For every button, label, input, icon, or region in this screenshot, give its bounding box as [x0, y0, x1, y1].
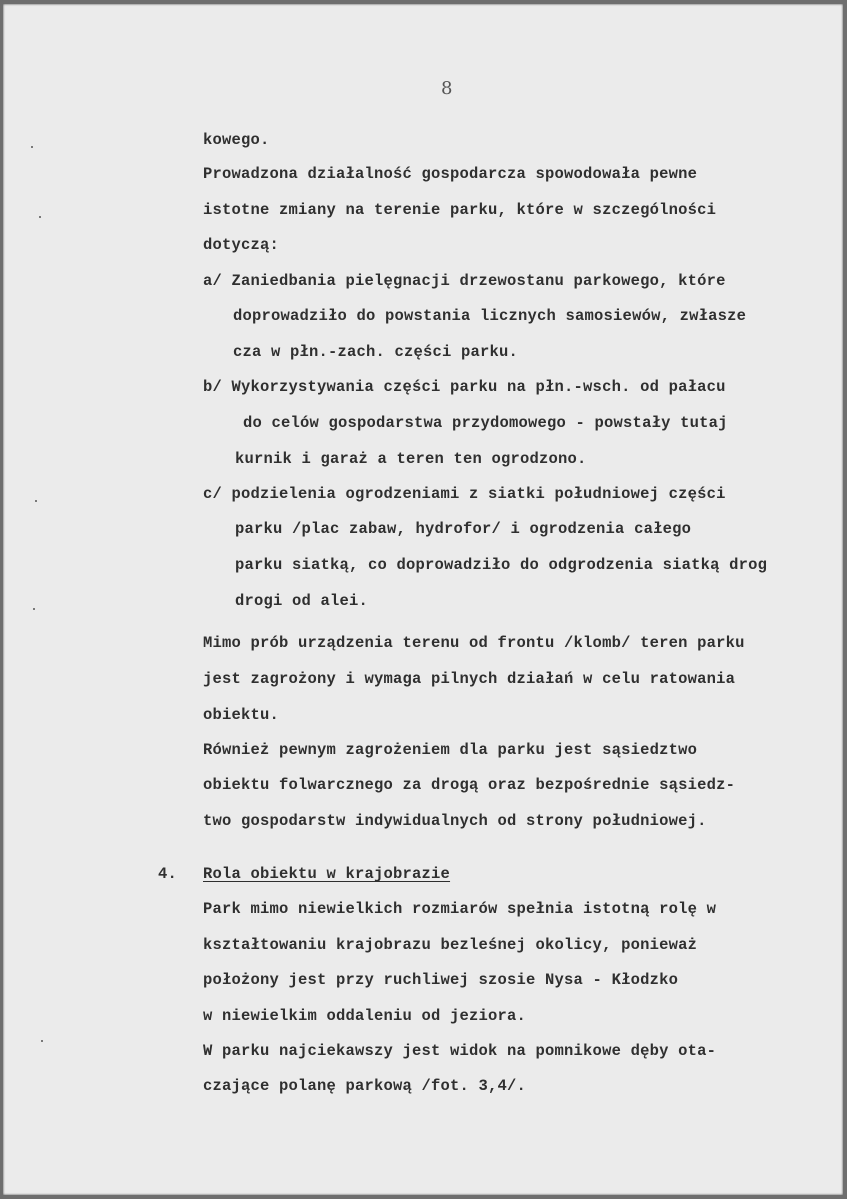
text-line: istotne zmiany na terenie parku, które w szczególności [203, 201, 717, 219]
text-line: Park mimo niewielkich rozmiarów spełnia istotną rolę w [203, 900, 717, 918]
scan-speck [39, 216, 41, 218]
text-line: drogi od alei. [235, 592, 369, 610]
text-line: Mimo prób urządzenia terenu od frontu /klomb/ teren parku [203, 634, 745, 652]
section-number: 4. [158, 865, 178, 883]
document-page [3, 4, 843, 1195]
list-item-c: c/ podzielenia ogrodzeniami z siatki południowej części [203, 485, 726, 503]
list-item-a: a/ Zaniedbania pielęgnacji drzewostanu parkowego, które [203, 272, 726, 290]
text-line: cza w płn.-zach. części parku. [233, 343, 519, 361]
text-line: Również pewnym zagrożeniem dla parku jest sąsiedztwo [203, 741, 698, 759]
text-line: obiektu folwarcznego za drogą oraz bezpośrednie sąsiedz- [203, 776, 736, 794]
text-line: obiektu. [203, 706, 280, 724]
text-line: jest zagrożony i wymaga pilnych działań w celu ratowania [203, 670, 736, 688]
scan-speck [35, 500, 37, 502]
text-line: Prowadzona działalność gospodarcza spowodowała pewne [203, 165, 698, 183]
text-line: kowego. [203, 131, 270, 149]
scan-speck [41, 1040, 43, 1042]
list-item-b: b/ Wykorzystywania części parku na płn.-wsch. od pałacu [203, 378, 726, 396]
text-line: w niewielkim oddaleniu od jeziora. [203, 1007, 527, 1025]
text-line: W parku najciekawszy jest widok na pomnikowe dęby ota- [203, 1042, 717, 1060]
text-line: doprowadziło do powstania licznych samosiewów, zwłasze [233, 307, 747, 325]
text-line: czające polanę parkową /fot. 3,4/. [203, 1077, 527, 1095]
text-line: parku siatką, co doprowadziło do odgrodzenia siatką drog [235, 556, 768, 574]
text-line: kształtowaniu krajobrazu bezleśnej okolicy, ponieważ [203, 936, 698, 954]
scan-speck [33, 608, 35, 610]
text-line: kurnik i garaż a teren ten ogrodzono. [235, 450, 587, 468]
text-line: parku /plac zabaw, hydrofor/ i ogrodzenia całego [235, 520, 692, 538]
text-line: two gospodarstw indywidualnych od strony południowej. [203, 812, 707, 830]
text-line: dotyczą: [203, 236, 280, 254]
page-number: 8 [441, 78, 453, 99]
scan-speck [31, 146, 33, 148]
text-line: położony jest przy ruchliwej szosie Nysa - Kłodzko [203, 971, 679, 989]
text-line: do celów gospodarstwa przydomowego - powstały tutaj [243, 414, 728, 432]
section-heading: Rola obiektu w krajobrazie [203, 865, 451, 883]
